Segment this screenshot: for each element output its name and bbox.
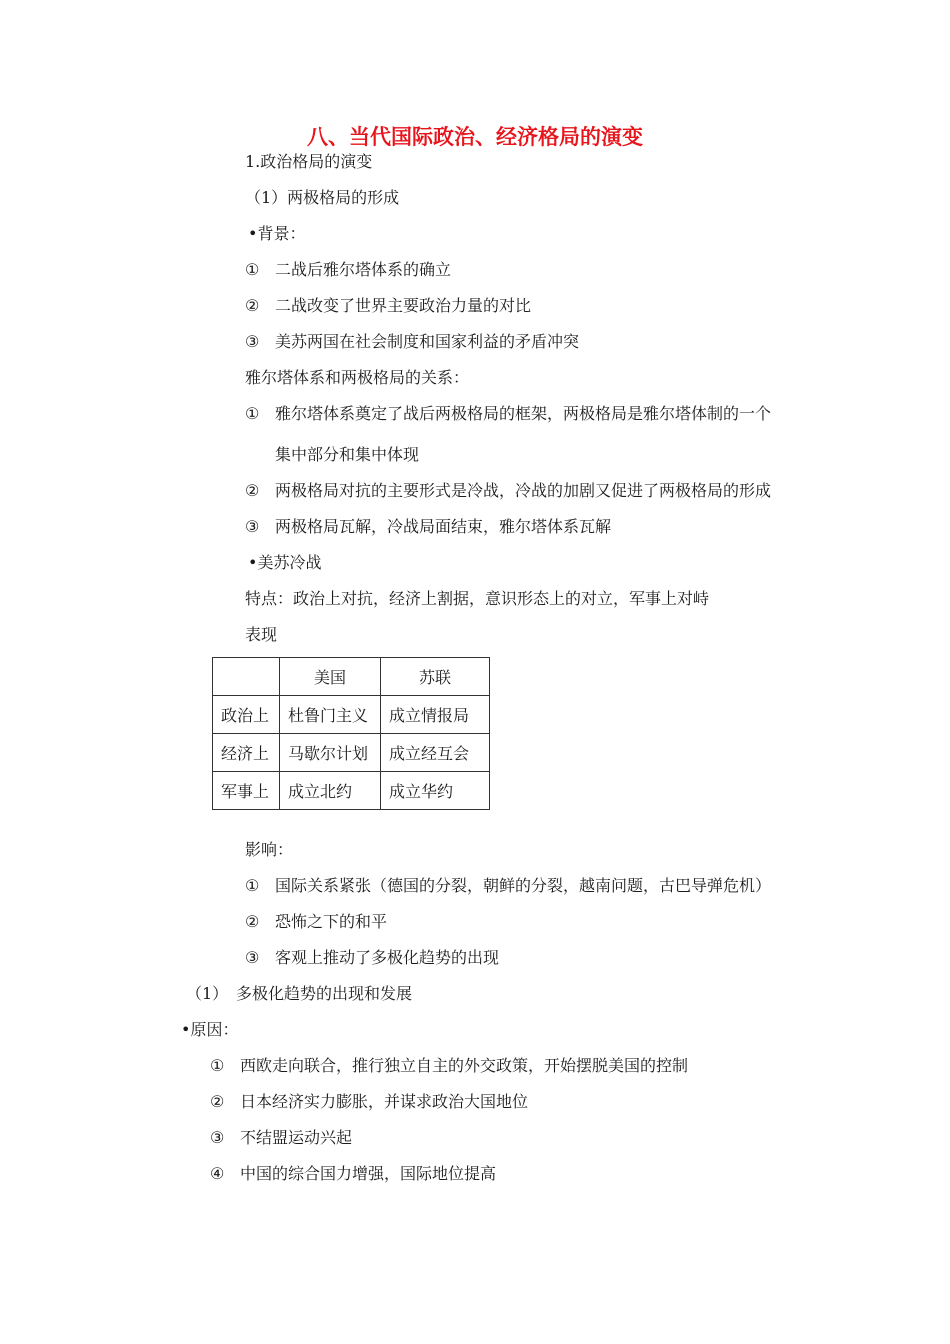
- list-text: 二战后雅尔塔体系的确立: [275, 260, 452, 279]
- table-cell: 政治上: [213, 696, 280, 734]
- list-marker: ③: [245, 332, 260, 351]
- reason-label: •原因：: [181, 1020, 239, 1039]
- impact-label: 影响：: [245, 840, 294, 859]
- list-item: [245, 481, 771, 501]
- relation-label: 雅尔塔体系和两极格局的关系：: [245, 368, 470, 387]
- table-header-row: [213, 658, 490, 696]
- table-cell: 成立华约: [381, 772, 490, 810]
- list-marker: ②: [210, 1092, 225, 1111]
- features-text: 特点：政治上对抗，经济上割据，意识形态上的对立，军事上对峙: [245, 589, 710, 608]
- list-text-continuation: 集中部分和集中体现: [275, 445, 420, 464]
- list-text: 二战改变了世界主要政治力量的对比: [275, 296, 532, 315]
- list-item: [245, 332, 579, 352]
- list-marker: ④: [210, 1164, 225, 1183]
- list-text: 西欧走向联合，推行独立自主的外交政策，开始摆脱美国的控制: [240, 1056, 689, 1075]
- list-text: 美苏两国在社会制度和国家利益的矛盾冲突: [275, 332, 580, 351]
- background-label: •背景：: [248, 224, 306, 243]
- list-marker: ③: [245, 948, 260, 967]
- table-cell: 成立经互会: [381, 734, 490, 772]
- list-item: [245, 876, 771, 896]
- table-header-cell: 美国: [280, 658, 381, 696]
- list-marker: ②: [245, 481, 260, 500]
- list-text: 两极格局对抗的主要形式是冷战，冷战的加剧又促进了两极格局的形成: [275, 481, 772, 500]
- table-row: [213, 734, 490, 772]
- table-cell: 杜鲁门主义: [280, 696, 381, 734]
- table-row: [213, 772, 490, 810]
- list-marker: ①: [245, 260, 260, 279]
- table-cell: 马歇尔计划: [280, 734, 381, 772]
- list-marker: ③: [245, 517, 260, 536]
- list-marker: ③: [210, 1128, 225, 1147]
- list-text: 客观上推动了多极化趋势的出现: [275, 948, 500, 967]
- table-row: [213, 696, 490, 734]
- list-marker: ②: [245, 296, 260, 315]
- list-item: [210, 1056, 688, 1076]
- table-cell: 成立情报局: [381, 696, 490, 734]
- table-header-cell: [213, 658, 280, 696]
- table-cell: 军事上: [213, 772, 280, 810]
- list-text: 国际关系紧张（德国的分裂，朝鲜的分裂，越南问题，古巴导弹危机）: [275, 876, 772, 895]
- comparison-table: [212, 657, 490, 810]
- list-marker: ①: [210, 1056, 225, 1075]
- list-text: 中国的综合国力增强，国际地位提高: [240, 1164, 497, 1183]
- subsection-heading: （1）两极格局的形成: [245, 188, 400, 207]
- section2-title: 多极化趋势的出现和发展: [236, 984, 413, 1003]
- list-item: [245, 517, 611, 537]
- list-item: [245, 296, 531, 316]
- list-text: 恐怖之下的和平: [275, 912, 388, 931]
- list-item: [210, 1128, 352, 1148]
- manifest-label: 表现: [245, 625, 278, 644]
- list-marker: ①: [245, 404, 260, 423]
- section2-heading: [186, 984, 412, 1004]
- list-item: [245, 260, 451, 280]
- list-text: 日本经济实力膨胀，并谋求政治大国地位: [240, 1092, 529, 1111]
- list-item: [245, 948, 499, 968]
- table-cell: 经济上: [213, 734, 280, 772]
- page-title: 八、当代国际政治、经济格局的演变: [307, 125, 643, 149]
- coldwar-label: •美苏冷战: [248, 553, 322, 572]
- list-text: 雅尔塔体系奠定了战后两极格局的框架，两极格局是雅尔塔体制的一个: [275, 404, 772, 423]
- list-item: [210, 1164, 496, 1184]
- table-header-cell: 苏联: [381, 658, 490, 696]
- table-cell: 成立北约: [280, 772, 381, 810]
- list-item: [245, 912, 387, 932]
- list-text: 不结盟运动兴起: [240, 1128, 353, 1147]
- list-marker: ②: [245, 912, 260, 931]
- list-marker: ①: [245, 876, 260, 895]
- list-item: [245, 404, 771, 424]
- section-heading: 1.政治格局的演变: [245, 152, 373, 171]
- list-text: 两极格局瓦解，冷战局面结束，雅尔塔体系瓦解: [275, 517, 612, 536]
- section2-marker: （1）: [186, 984, 229, 1003]
- list-item: [210, 1092, 528, 1112]
